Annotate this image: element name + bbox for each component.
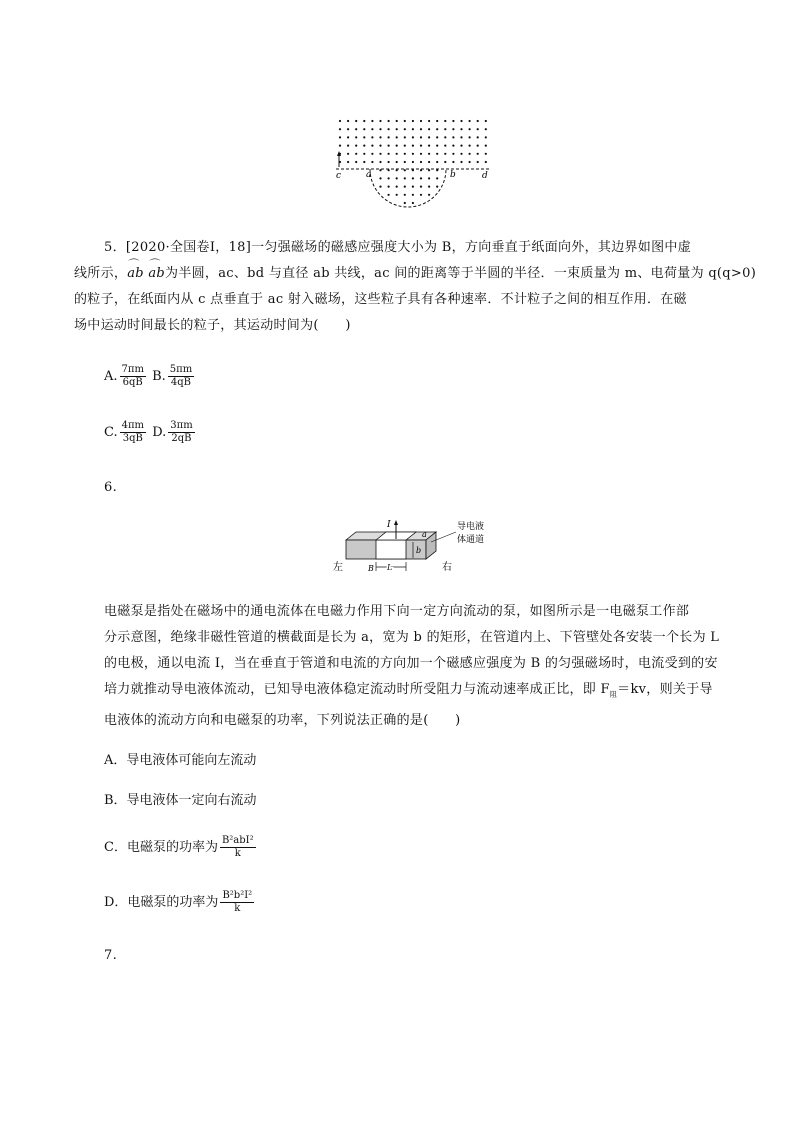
q5-line-2: 线所示，⌒ ab ⌒ ab为半圆，ac、bd 与直径 ab 共线，ac 间的距离等于半圆的半径．一束质量为 m、电荷量为 q(q>0) [74, 261, 704, 287]
q5-options-row-1 [104, 364, 196, 389]
field-dot [420, 128, 422, 130]
label-d: d [482, 171, 488, 181]
field-dot [412, 202, 414, 204]
q6-option-c[interactable]: C．电磁泵的功率为 $\frac{\text{B²abI²}}{k}$ [104, 835, 254, 859]
option-c-label[interactable]: C. [104, 425, 118, 440]
field-dot [388, 153, 390, 155]
field-dot [339, 136, 341, 138]
field-dot [355, 120, 357, 122]
subscript-resistance: 阻 [609, 690, 618, 699]
field-dot [412, 153, 414, 155]
field-dot [477, 145, 479, 147]
field-dot [396, 186, 398, 188]
q5-line-3: 的粒子，在纸面内从 c 点垂直于 ac 射入磁场，这些粒子具有各种速率．不计粒子之间的相互作用．在磁 [74, 292, 687, 307]
field-dot [379, 136, 381, 138]
field-dot [436, 145, 438, 147]
q5-options-row-2 [104, 420, 197, 445]
label-left: 左 [333, 562, 343, 573]
field-dot [347, 145, 349, 147]
label-I: I [387, 520, 391, 530]
field-dot [420, 145, 422, 147]
field-dot [469, 120, 471, 122]
field-dot [388, 136, 390, 138]
field-dot [436, 136, 438, 138]
field-dot [460, 120, 462, 122]
field-dot [404, 186, 406, 188]
option-b-label[interactable]: B. [152, 369, 166, 384]
field-dot [355, 161, 357, 163]
field-dot [379, 145, 381, 147]
field-dot [469, 128, 471, 130]
field-dot [420, 136, 422, 138]
field-dot [477, 153, 479, 155]
field-dot [460, 153, 462, 155]
field-dot [371, 128, 373, 130]
option-b-fraction: $\frac{5\pi m}{4qB}$ [169, 364, 193, 388]
label-channel-1: 导电液 [457, 522, 485, 532]
field-dot [412, 161, 414, 163]
question-6-body [104, 599, 720, 734]
field-dot [428, 194, 430, 196]
option-a-fraction: $\frac{7\pi m}{6qB}$ [121, 364, 144, 388]
field-dot [469, 161, 471, 163]
field-dot [412, 120, 414, 122]
field-dot [388, 145, 390, 147]
field-dot [428, 161, 430, 163]
field-dot [412, 128, 414, 130]
field-dot [436, 177, 438, 179]
field-dot [371, 145, 373, 147]
field-dot [444, 120, 446, 122]
field-dot [339, 145, 341, 147]
q6-line-2: 分示意图，绝缘非磁性管道的横截面是长为 a，宽为 b 的矩形，在管道内上、下管壁处各安装一个长为 L [104, 630, 720, 645]
option-a-label[interactable]: A. [104, 369, 118, 384]
field-dot [371, 153, 373, 155]
field-dot [363, 136, 365, 138]
field-dot [404, 128, 406, 130]
label-a: a [366, 170, 372, 180]
field-dot [485, 136, 487, 138]
field-dot [355, 153, 357, 155]
field-dot [469, 153, 471, 155]
label-L: L [387, 563, 393, 572]
field-dot [412, 136, 414, 138]
field-dot [396, 136, 398, 138]
label-right: 右 [442, 562, 452, 573]
field-dot [388, 120, 390, 122]
field-dot [339, 128, 341, 130]
field-dot [404, 177, 406, 179]
field-dot [404, 194, 406, 196]
field-dot [460, 161, 462, 163]
field-dot [379, 153, 381, 155]
field-dot [485, 145, 487, 147]
field-dot [436, 128, 438, 130]
field-dot [412, 186, 414, 188]
field-dot [363, 145, 365, 147]
option-d-fraction: $\frac{3\pi m}{2qB}$ [170, 420, 193, 444]
label-b-dim: b [416, 546, 422, 555]
field-dot [347, 128, 349, 130]
field-dot [444, 128, 446, 130]
field-dot [404, 202, 406, 204]
field-dot [485, 153, 487, 155]
field-dot [452, 145, 454, 147]
field-dot [469, 136, 471, 138]
field-dot [420, 120, 422, 122]
field-dot [347, 161, 349, 163]
option-c-power-fraction: $\frac{\text{B²abI²}}{k}$ [221, 835, 254, 859]
em-pump-diagram [330, 515, 500, 577]
field-dot [452, 153, 454, 155]
field-dot [444, 145, 446, 147]
q6-number: 6. [104, 480, 118, 495]
field-dot [404, 120, 406, 122]
q6-line-1: 电磁泵是指处在磁场中的通电流体在电磁力作用下向一定方向流动的泵，如图所示是一电磁泵工作部 [104, 604, 690, 619]
field-dot [436, 186, 438, 188]
field-dot [436, 153, 438, 155]
field-dot [460, 128, 462, 130]
field-dot [477, 120, 479, 122]
q6-line-4: 培力就推动导电液体流动，已知导电液体稳定流动时所受阻力与流动速率成正比，即 $F_阻=kv$，则关于导 [104, 682, 713, 699]
field-dot [485, 120, 487, 122]
option-d-label[interactable]: D. [152, 425, 167, 440]
field-dot [388, 186, 390, 188]
field-dot [428, 120, 430, 122]
field-dot [420, 153, 422, 155]
field-dot [404, 161, 406, 163]
option-d-power-fraction: $\frac{\text{B²b²I²}}{k}$ [222, 890, 253, 914]
question-5 [74, 235, 757, 339]
field-dot [477, 161, 479, 163]
field-dot [355, 128, 357, 130]
field-dot [379, 128, 381, 130]
field-dot [428, 153, 430, 155]
field-dot [452, 128, 454, 130]
figure-magnetic-field [330, 115, 500, 210]
field-dot [436, 120, 438, 122]
field-dot [363, 128, 365, 130]
q6-option-d[interactable]: D．电磁泵的功率为 $\frac{\text{B²b²I²}}{k}$ [104, 890, 253, 914]
field-dot [355, 136, 357, 138]
field-dot [363, 161, 365, 163]
q5-line-1: 5．[2020·全国卷Ⅰ，18]一匀强磁场的磁感应强度大小为 B，方向垂直于纸面向外，其边界如图中虚 [104, 240, 691, 255]
field-dot [396, 145, 398, 147]
field-dot [396, 161, 398, 163]
field-dot [420, 161, 422, 163]
field-dot [428, 128, 430, 130]
option-c-fraction: $\frac{4\pi m}{3qB}$ [121, 420, 145, 444]
field-dot [347, 153, 349, 155]
field-dot [444, 136, 446, 138]
field-dot [396, 153, 398, 155]
field-dot [347, 136, 349, 138]
field-dot [485, 161, 487, 163]
field-dot [452, 136, 454, 138]
field-dot [379, 120, 381, 122]
field-dot [396, 194, 398, 196]
label-B-field: B [368, 564, 374, 573]
field-dot [452, 161, 454, 163]
field-dot [428, 136, 430, 138]
field-dot [412, 194, 414, 196]
label-c: c [336, 171, 342, 181]
field-dot [436, 161, 438, 163]
field-dot [379, 186, 381, 188]
field-dot [460, 136, 462, 138]
field-dot [388, 177, 390, 179]
field-dot [371, 120, 373, 122]
field-dot [444, 153, 446, 155]
q6-option-b[interactable]: B．导电液体一定向右流动 [104, 793, 257, 808]
field-dot [339, 120, 341, 122]
label-b: b [450, 170, 456, 180]
arc-ab-1: ⌒ ab [127, 261, 144, 287]
q7-number: 7. [104, 948, 118, 963]
field-dot [371, 161, 373, 163]
field-dot [420, 194, 422, 196]
field-dot [396, 177, 398, 179]
label-channel-2: 体通道 [457, 535, 485, 545]
field-dot [388, 194, 390, 196]
field-dot [404, 145, 406, 147]
field-dot [477, 128, 479, 130]
arc-ab-2: ⌒ ab [148, 261, 165, 287]
field-dot [363, 120, 365, 122]
field-dot [404, 153, 406, 155]
field-dot [428, 186, 430, 188]
field-dot [388, 128, 390, 130]
field-dot [420, 177, 422, 179]
field-dot [355, 145, 357, 147]
magnetic-field-diagram [330, 115, 500, 210]
q5-line-4: 场中运动时间最长的粒子，其运动时间为( ) [74, 318, 351, 333]
figure-em-pump [330, 515, 500, 577]
field-dot [428, 145, 430, 147]
field-dot [420, 186, 422, 188]
field-dot [477, 136, 479, 138]
field-dot [452, 120, 454, 122]
q6-line-3: 的电极，通以电流 I，当在垂直于管道和电流的方向加一个磁感应强度为 B 的匀强磁场时，电流受到的安 [104, 656, 718, 671]
label-a-dim: a [422, 530, 427, 539]
field-dot [412, 145, 414, 147]
field-dot [404, 169, 406, 171]
field-dot [371, 136, 373, 138]
field-dot [428, 177, 430, 179]
field-dot [347, 120, 349, 122]
field-dot [469, 145, 471, 147]
field-dot [379, 161, 381, 163]
field-dot [396, 120, 398, 122]
field-dot [444, 161, 446, 163]
field-dot [379, 177, 381, 179]
field-dot [388, 161, 390, 163]
q6-line-5: 电液体的流动方向和电磁泵的功率，下列说法正确的是( ) [104, 712, 461, 728]
field-dot [396, 128, 398, 130]
field-dot [363, 153, 365, 155]
q6-option-a[interactable]: A．导电液体可能向左流动 [104, 753, 257, 768]
field-dot [412, 177, 414, 179]
field-dot [460, 145, 462, 147]
field-dot [485, 128, 487, 130]
field-dot [404, 136, 406, 138]
